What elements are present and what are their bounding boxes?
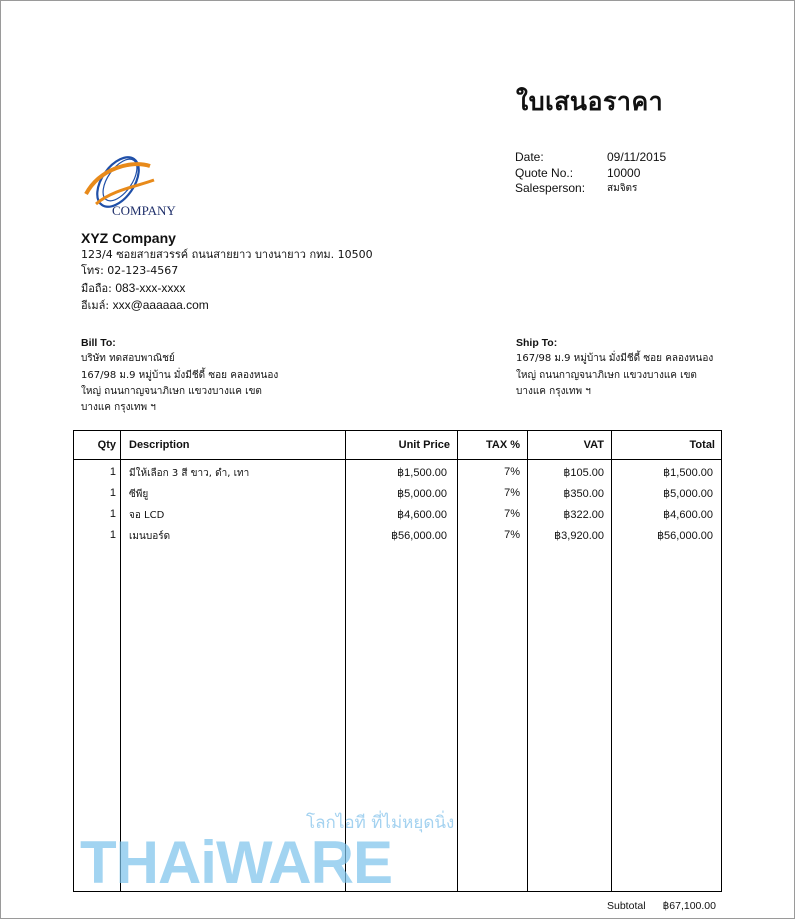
- ship-to-line: บางแค กรุงเทพ ฯ: [516, 385, 591, 397]
- row-description: มีให้เลือก 3 สี ขาว, ดำ, เทา: [129, 468, 250, 479]
- document-title: ใบเสนอราคา: [516, 87, 664, 116]
- meta-salesperson-label: Salesperson:: [515, 181, 586, 195]
- meta-date-value: 09/11/2015: [607, 150, 667, 164]
- bill-to-heading: Bill To:: [81, 337, 116, 349]
- bill-to: [81, 335, 278, 416]
- meta-quote-no-label: Quote No.:: [515, 165, 574, 180]
- bill-to-line: 167/98 ม.9 หมู่บ้าน มั่งมีชีดี้ ซอย คลองหนอง: [81, 369, 279, 381]
- header-tax: TAX %: [485, 439, 520, 451]
- header-vat: VAT: [583, 439, 604, 451]
- company-email-label: อีเมล์:: [81, 298, 113, 312]
- meta-salesperson: [515, 181, 666, 197]
- row-qty: 1: [109, 466, 116, 478]
- header-description: Description: [129, 439, 190, 451]
- header-qty: Qty: [97, 439, 116, 451]
- row-total: ฿1,500.00: [663, 467, 713, 479]
- ship-to-heading: Ship To:: [516, 337, 558, 349]
- meta-salesperson-value: สมจิตร: [607, 183, 638, 194]
- row-qty: 1: [109, 508, 116, 520]
- row-total: ฿5,000.00: [663, 488, 713, 500]
- company-address: 123/4 ซอยสายสวรรค์ ถนนสายยาว บางนายาว กทม. 10500: [81, 248, 373, 261]
- row-unit-price: ฿4,600.00: [397, 509, 447, 521]
- row-unit-price: ฿1,500.00: [397, 467, 447, 479]
- header-unit-price: Unit Price: [398, 439, 450, 451]
- meta-date: [515, 150, 666, 166]
- company-name: XYZ Company: [81, 230, 176, 246]
- row-total: ฿56,000.00: [657, 530, 713, 542]
- bill-to-line: บริษัท ทดสอบพาณิชย์: [81, 353, 175, 365]
- thaiware-watermark: [80, 806, 466, 896]
- logo-swoosh-icon: [82, 150, 188, 220]
- bill-to-line: บางแค กรุงเทพ ฯ: [81, 402, 156, 414]
- row-description: ซีพียู: [129, 489, 149, 500]
- row-qty: 1: [109, 529, 116, 541]
- header-total: Total: [689, 439, 715, 451]
- meta-date-label: Date:: [515, 150, 544, 164]
- ship-to-line: 167/98 ม.9 หมู่บ้าน มั่งมีชีดี้ ซอย คลองหนอง: [516, 353, 714, 365]
- row-vat: ฿350.00: [563, 488, 604, 500]
- row-qty: 1: [109, 487, 116, 499]
- bill-to-line: ใหญ่ ถนนกาญจนาภิเษก แขวงบางแค เขต: [81, 385, 262, 397]
- subtotal-value: ฿67,100.00: [662, 900, 716, 912]
- watermark-tagline: โลกไอที ที่ไม่หยุดนิ่ง: [306, 813, 455, 833]
- company-mobile: 083-xxx-xxxx: [115, 280, 186, 295]
- company-mobile-row: [81, 280, 373, 297]
- company-email-row: [81, 297, 373, 314]
- subtotal-label: Subtotal: [607, 900, 646, 912]
- ship-to: [516, 335, 713, 400]
- row-unit-price: ฿5,000.00: [397, 488, 447, 500]
- meta-quote-no: [515, 166, 666, 182]
- header-divider: [74, 459, 721, 460]
- row-tax: 7%: [504, 487, 520, 499]
- row-description: เมนบอร์ด: [129, 531, 171, 542]
- row-tax: 7%: [504, 466, 520, 478]
- company-info: [81, 230, 373, 314]
- row-total: ฿4,600.00: [663, 509, 713, 521]
- company-mobile-label: มือถือ:: [81, 281, 116, 295]
- row-description: จอ LCD: [129, 510, 165, 521]
- watermark-brand: THAiWARE: [80, 829, 392, 896]
- row-unit-price: ฿56,000.00: [391, 530, 447, 542]
- row-vat: ฿3,920.00: [554, 530, 604, 542]
- row-tax: 7%: [504, 529, 520, 541]
- row-tax: 7%: [504, 508, 520, 520]
- row-vat: ฿322.00: [563, 509, 604, 521]
- company-email: xxx@aaaaaa.com: [112, 297, 209, 312]
- company-logo: [82, 150, 188, 220]
- ship-to-line: ใหญ่ ถนนกาญจนาภิเษก แขวงบางแค เขต: [516, 369, 697, 381]
- meta-quote-no-value: 10000: [607, 165, 641, 180]
- row-vat: ฿105.00: [563, 467, 604, 479]
- quote-meta: [515, 150, 666, 197]
- logo-text: COMPANY: [112, 203, 176, 218]
- company-phone: โทร: 02-123-4567: [81, 264, 179, 278]
